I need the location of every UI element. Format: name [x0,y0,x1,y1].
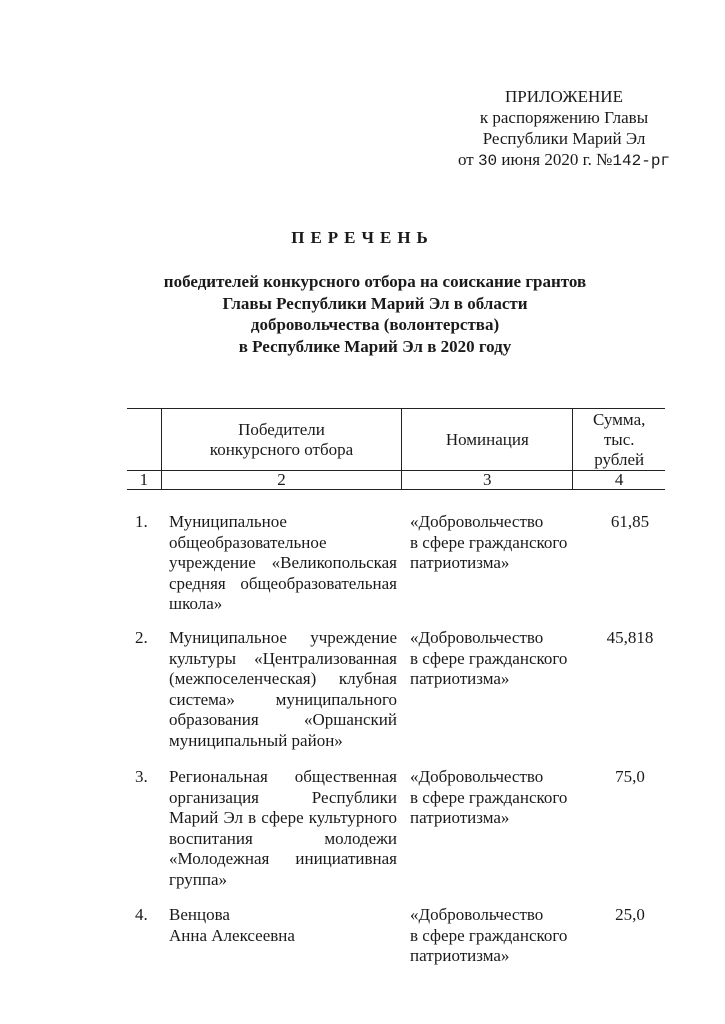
date-prefix: от [457,150,478,169]
winner-name-line: «Молодежная инициативная [169,849,397,868]
appendix-order-ref: к распоряжению Главы [479,108,649,127]
winner-name-line: учреждение «Великопольская [169,553,397,572]
nomination [410,512,580,574]
header-cell-index [127,409,161,471]
column-number: 4 [573,471,665,490]
winner-name-line: Региональная общественная [169,767,397,786]
header-row [127,409,665,471]
subtitle-line: победителей конкурсного отбора на соискание грантов [163,272,587,291]
nomination [410,905,580,967]
header-cell-sum [573,409,665,471]
winner-name-line: группа» [169,869,227,889]
nomination-line: в сфере гражданского [410,787,568,807]
appendix-header [430,86,698,172]
winner-name-line: общеобразовательное [169,532,327,552]
document-subtitle [150,271,600,357]
winner-name [169,512,397,615]
winner-name-line: система» муниципального [169,689,397,709]
grant-sum: 45,818 [606,628,654,647]
header-cell-winners [161,409,402,471]
row-number: 3. [135,767,148,786]
header-text: тыс. [603,429,635,449]
nomination-line: патриотизма» [410,553,510,572]
nomination-line: в сфере гражданского [410,532,568,552]
winner-name-line: Муниципальное учреждение [169,628,397,647]
winners-table-header [127,408,665,490]
winner-name-line: образования «Оршанский [169,710,397,729]
header-text: рублей [594,449,645,469]
winner-name-line: Венцова [169,905,230,924]
appendix-label: ПРИЛОЖЕНИЕ [505,87,623,106]
header-text: Победители [238,419,325,439]
grant-sum: 25,0 [615,905,645,924]
winner-name-line: Марий Эл в сфере культурного [169,808,397,827]
header-text: Сумма, [592,409,646,429]
nomination-line: в сфере гражданского [410,648,568,668]
winner-name-line: средняя общеобразовательная [169,573,397,593]
nomination-line: «Добровольчество [410,628,544,647]
header-text: конкурсного отбора [209,439,354,459]
winner-name [169,628,397,751]
appendix-date [430,149,698,172]
column-number: 3 [402,471,573,490]
nomination [410,628,580,690]
nomination-line: в сфере гражданского [410,925,568,945]
row-number: 1. [135,512,148,531]
winner-name-line: Анна Алексеевна [169,925,295,945]
nomination [410,767,580,829]
header-text: Номинация [445,429,529,449]
nomination-line: патриотизма» [410,808,510,827]
winner-name-line: (межпоселенческая) клубная [169,669,397,688]
nomination-line: «Добровольчество [410,512,544,531]
column-number-row [127,471,665,490]
winner-name [169,905,397,946]
winner-name-line: организация Республики [169,787,397,807]
winner-name-line: Муниципальное [169,512,287,531]
row-number: 4. [135,905,148,924]
winner-name-line: муниципальный район» [169,730,343,750]
row-number: 2. [135,628,148,647]
date-rest: июня 2020 г. № [497,150,613,169]
doc-number: 142-рг [612,152,671,170]
grant-sum: 75,0 [615,767,645,786]
winner-name [169,767,397,890]
subtitle-line: в Республике Марий Эл в 2020 году [238,336,512,356]
winner-name-line: культуры «Централизованная [169,648,397,668]
nomination-line: патриотизма» [410,669,510,688]
document-title: ПЕРЕЧЕНЬ [291,228,434,247]
winner-name-line: школа» [169,594,223,613]
grant-sum: 61,85 [610,512,650,531]
nomination-line: патриотизма» [410,946,510,965]
column-number: 1 [127,471,161,490]
subtitle-line: добровольчества (волонтерства) [250,315,500,334]
column-number: 2 [161,471,402,490]
subtitle-line: Главы Республики Марий Эл в области [222,293,528,313]
header-cell-nomination [402,409,573,471]
date-day: 30 [477,152,498,170]
winner-name-line: воспитания молодежи [169,828,397,848]
appendix-republic: Республики Марий Эл [482,129,646,148]
nomination-line: «Добровольчество [410,905,544,924]
nomination-line: «Добровольчество [410,767,544,786]
